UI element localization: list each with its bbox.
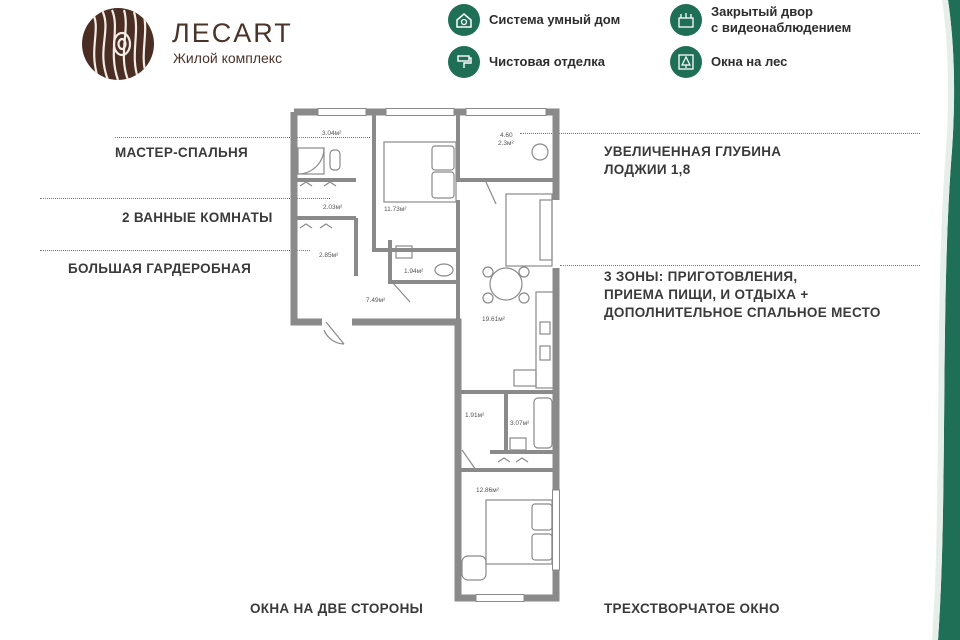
brand-name: ЛЕСART <box>172 18 293 48</box>
room-area-label: 1.94м² <box>404 268 424 275</box>
feature-label: Чистовая отделка <box>489 54 606 69</box>
brand-subtitle: Жилой комплекс <box>173 50 283 66</box>
feature-label: Система умный дом <box>489 12 621 27</box>
room-area-label: 3.07м² <box>510 420 530 427</box>
feature-label: Закрытый двор с видеонаблюдением <box>711 4 852 35</box>
room-area-label: 7.49м² <box>366 297 386 304</box>
annotation-loggia: УВЕЛИЧЕННАЯ ГЛУБИНА ЛОДЖИИ 1,8 <box>604 144 782 177</box>
feature-label: Окна на лес <box>711 54 788 69</box>
room-area-label: 2.85м² <box>319 252 339 259</box>
annotation-big-wardrobe: БОЛЬШАЯ ГАРДЕРОБНАЯ <box>68 261 252 276</box>
room-area-label: 12.86м² <box>476 487 499 494</box>
room-area-label: 11.73м² <box>384 206 407 213</box>
annotation-master-bedroom: МАСТЕР-СПАЛЬНЯ <box>115 145 249 160</box>
annotation-three-zones: 3 ЗОНЫ: ПРИГОТОВЛЕНИЯ, ПРИЕМА ПИЩИ, И ОТДЫХА + ДОПОЛНИТЕЛЬНОЕ СПАЛЬНОЕ МЕСТО <box>604 269 881 320</box>
room-area-label: 1.91м² <box>465 412 485 419</box>
annotation-three-leaf-window: ТРЕХСТВОРЧАТОЕ ОКНО <box>604 601 780 616</box>
room-area-label: 19.61м² <box>482 316 505 323</box>
annotation-two-bathrooms: 2 ВАННЫЕ КОМНАТЫ <box>122 210 273 225</box>
room-area-label: 3.04м² <box>322 130 342 137</box>
annotation-two-side-windows: ОКНА НА ДВЕ СТОРОНЫ <box>250 601 424 616</box>
room-area-label: 2.3м² <box>498 140 514 147</box>
room-area-label: 2.03м² <box>323 204 343 211</box>
room-area-label: 4.60 <box>500 132 513 139</box>
